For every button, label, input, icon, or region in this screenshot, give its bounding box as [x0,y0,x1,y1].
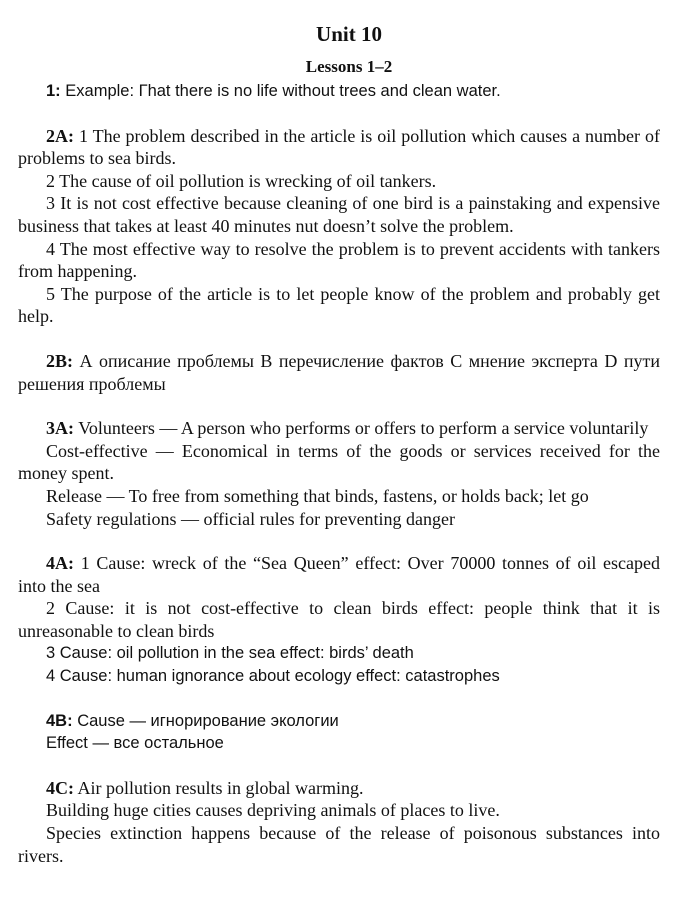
exercise-3a-line-4: Safety regulations — official rules for preventing danger [46,508,456,529]
exercise-2a-line-3: 3 It is not cost effective because cleaning of one bird is a painstaking and expensive business that takes at least 40 minutes nut doesn’t solve the problem. [18,193,660,236]
exercise-4a-label: 4A: [46,553,74,574]
exercise-3a-line-2: Cost-effective — Economical in terms of the goods or services received for the money spent. [18,440,660,484]
exercise-4c-line-3: Species extinction happens because of the release of poisonous substances into rivers. [18,823,660,866]
exercise-4b-line-2: Effect — все остальное [46,734,224,753]
exercise-2a-line-4: 4 The most effective way to resolve the problem is to prevent accidents with tankers from happening. [18,238,660,282]
exercise-4a-text: 1 Cause: wreck of the “Sea Queen” effect: Over 70000 tonnes of oil escaped into the sea [18,553,660,596]
exercise-3a-text: Volunteers — A person who performs or offers to perform a service voluntarily [78,418,649,439]
exercise-2b-text: А описание проблемы В перечисление фактов С мнение эксперта D пути решения проблемы [18,350,660,394]
exercise-2b-label: 2B: [46,350,73,371]
exercise-4c-line-1 [18,777,660,800]
exercise-2b [18,350,660,395]
exercise-2a-label: 2A: [46,125,74,146]
exercise-2a-line-5: 5 The purpose of the article is to let people know of the problem and probably get help. [18,283,660,327]
exercise-4b-line-1 [18,710,660,733]
exercise-1-label: 1: [46,82,61,100]
exercise-4c-line-2: Building huge cities causes depriving animals of places to live. [46,800,500,821]
exercise-1-text: Example: Гhat there is no life without trees and clean water. [65,82,501,100]
exercise-3a-label: 3A: [46,418,74,439]
exercise-4a-line-1 [18,552,660,597]
unit-title: Unit 10 [316,22,382,46]
exercise-3a-line-3: Release — To free from something that binds, fastens, or holds back; let go [46,485,589,506]
lessons-subtitle: Lessons 1–2 [305,57,393,76]
exercise-4c-text: Air pollution results in global warming. [77,777,364,798]
exercise-4a-line-4: 4 Cause: human ignorance about ecology effect: catastrophes [46,667,500,686]
exercise-4a-line-2: 2 Cause: it is not cost-effective to clean birds effect: people think that it is unreasonable to clean birds [18,598,660,641]
exercise-4b-label: 4B: [46,711,73,730]
exercise-4c-label: 4C: [46,777,74,798]
exercise-4b-text: Cause — игнорирование экологии [77,711,339,730]
exercise-2a-text: 1 The problem described in the article is oil pollution which causes a number of problems to sea birds. [18,125,661,169]
exercise-2a-line-2: 2 The cause of oil pollution is wrecking of oil tankers. [46,170,437,191]
exercise-2a-line-1 [18,125,660,170]
exercise-1 [18,80,660,103]
exercise-3a-line-1 [18,417,660,440]
exercise-4a-line-3: 3 Cause: oil pollution in the sea effect: birds’ death [46,644,414,663]
